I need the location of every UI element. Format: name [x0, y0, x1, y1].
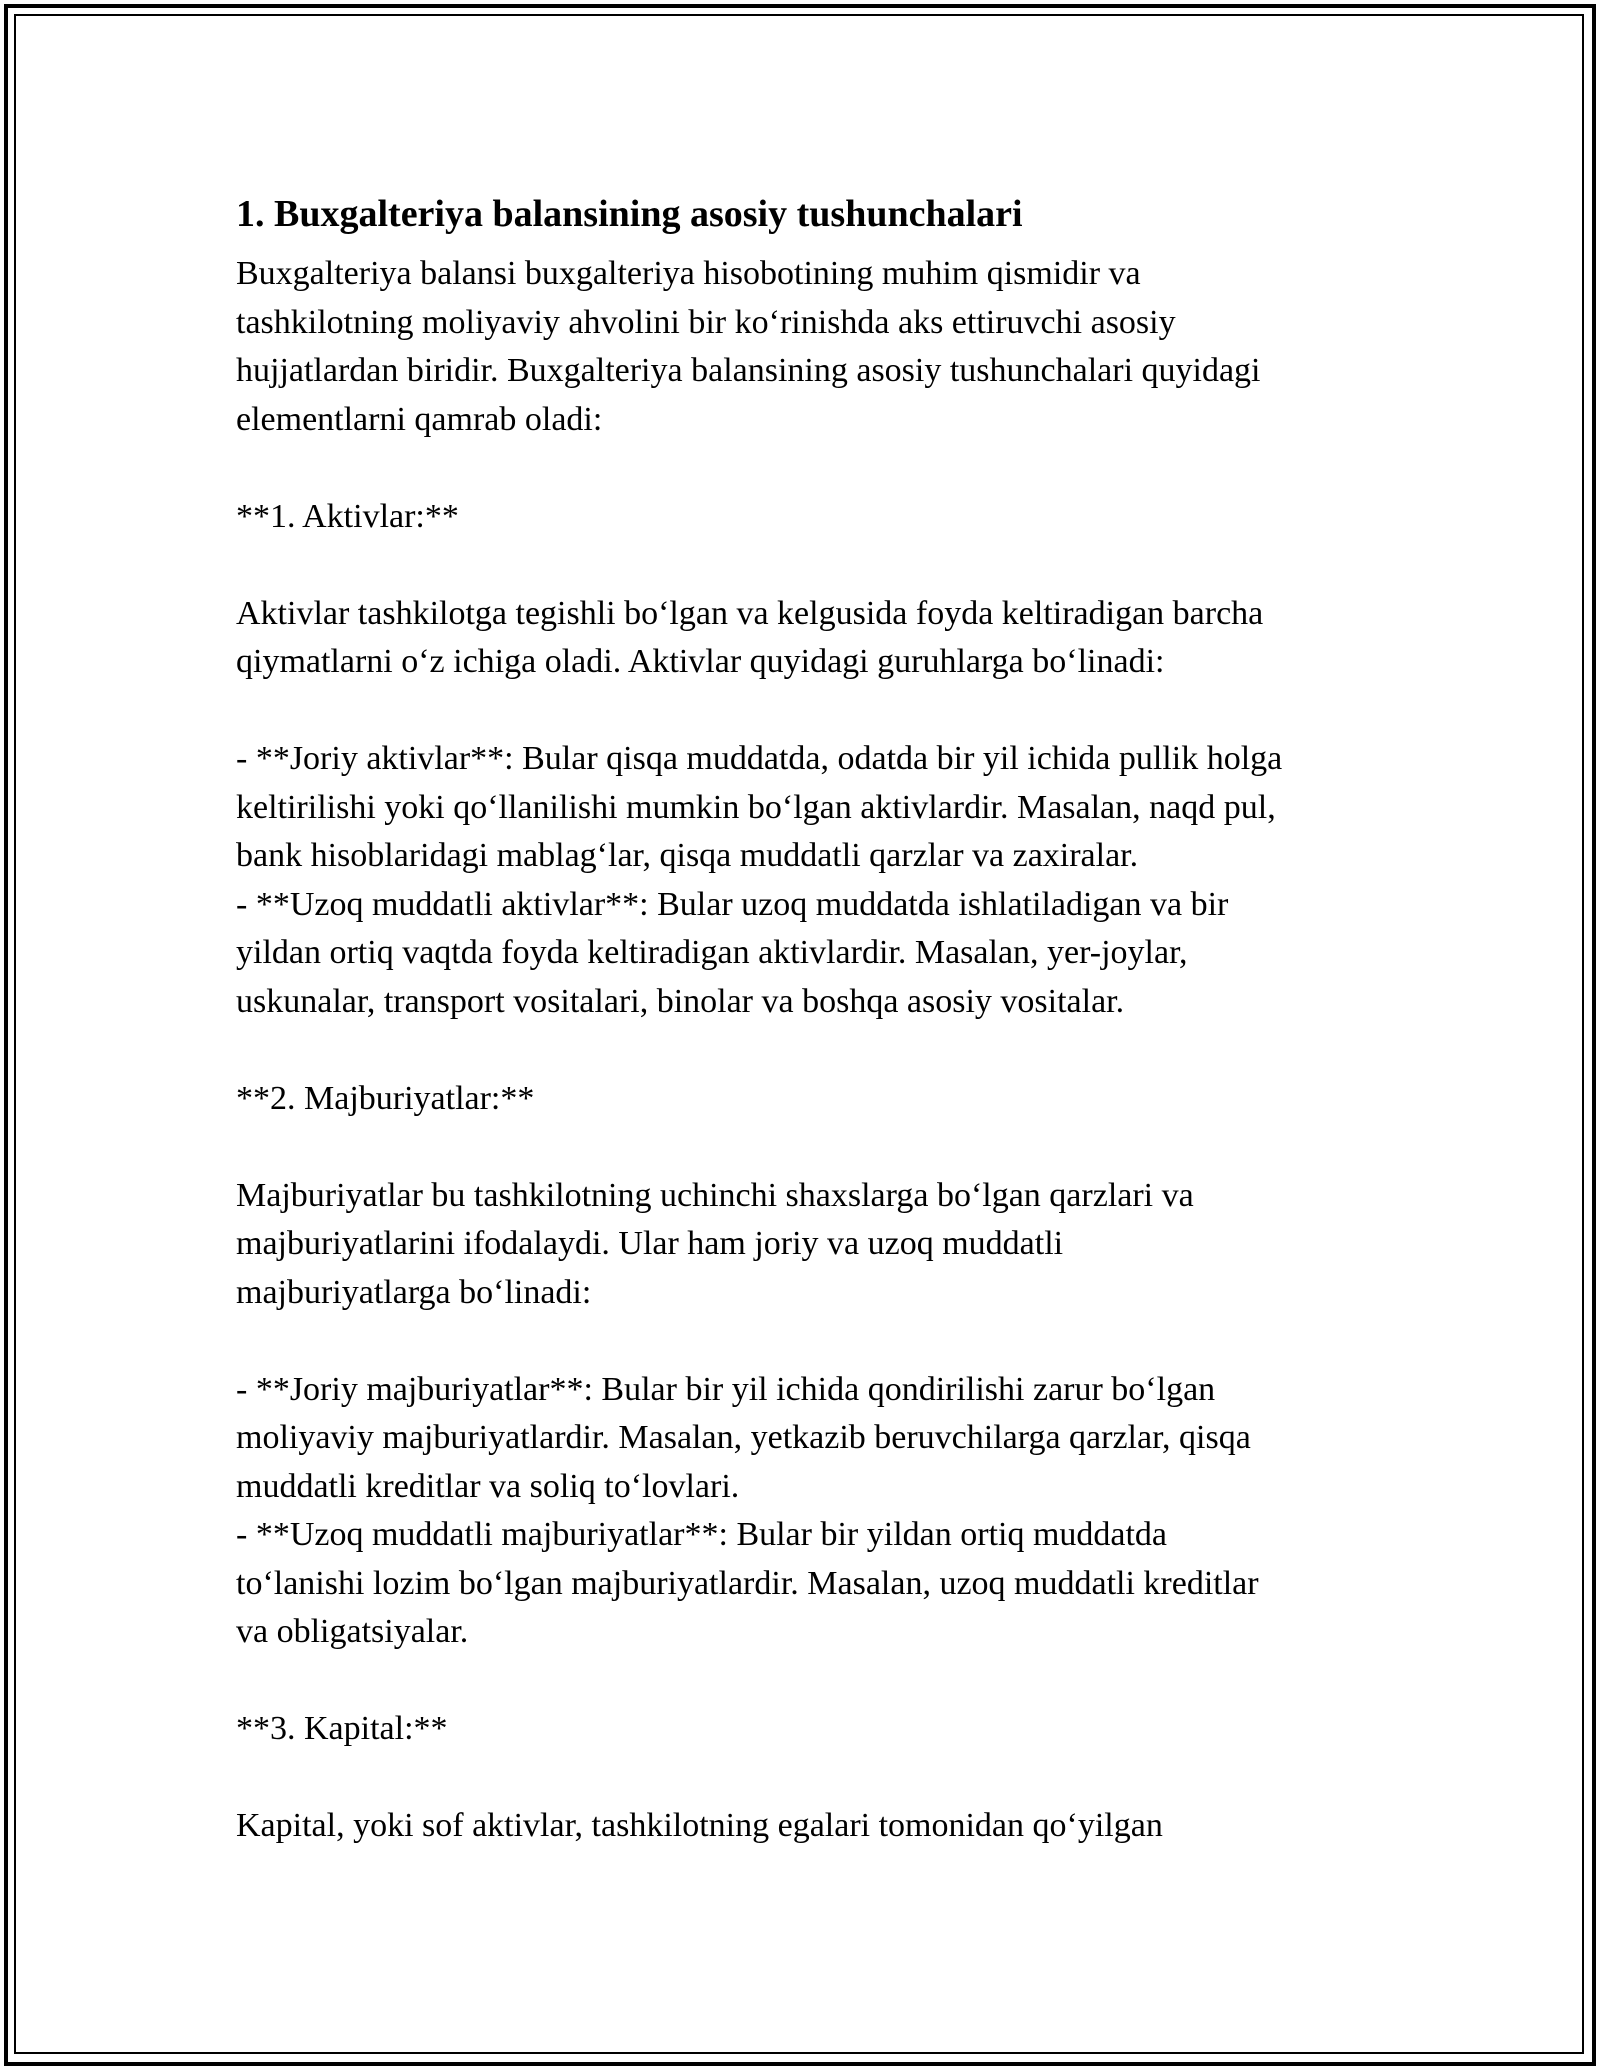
- document-heading: 1. Buxgalteriya balansining asosiy tushunchalari: [236, 193, 1023, 235]
- section-label-liabilities: **2. Majburiyatlar:**: [236, 1079, 535, 1117]
- assets-paragraph: Aktivlar tashkilotga tegishli boʻlgan va kelgusida foyda keltiradigan barcha qiymatlarni oʻz ichiga oladi. Aktivlar quyidagi guruhlarga boʻlinadi:: [236, 594, 1264, 680]
- liabilities-list: - **Joriy majburiyatlar**: Bular bir yil ichida qondirilishi zarur boʻlgan moliyaviy majburiyatlardir. Masalan, yetkazib beruvchilarga qarzlar, qisqa muddatli kreditlar va soliq toʻlovlari. - **Uzoq muddatli majburiyatlar**: Bular bir yildan ortiq muddatda toʻlanishi lozim boʻlgan majburiyatlardir. Masalan, uzoq muddatli kreditlar va obligatsiyalar.: [236, 1370, 1259, 1650]
- capital-paragraph: Kapital, yoki sof aktivlar, tashkilotning egalari tomonidan qoʻyilgan: [236, 1807, 1163, 1844]
- assets-list: - **Joriy aktivlar**: Bular qisqa muddatda, odatda bir yil ichida pullik holga keltirilishi yoki qoʻllanilishi mumkin boʻlgan aktivlardir. Masalan, naqd pul, bank hisoblaridagi mablagʻlar, qisqa muddatli qarzlar va zaxiralar. - **Uzoq muddatli aktivlar**: Bular uzoq muddatda ishlatiladigan va bir yildan ortiq vaqtda foyda keltiradigan aktivlardir. Masalan, yer-joylar, uskunalar, transport vositalari, binolar va boshqa asosiy vositalar.: [236, 740, 1283, 1020]
- spacer: [236, 1317, 1386, 1366]
- spacer: [236, 444, 1386, 493]
- document-body: [236, 184, 1386, 1851]
- liabilities-paragraph: Majburiyatlar bu tashkilotning uchinchi shaxslarga boʻlgan qarzlari va majburiyatlarini ifodalaydi. Ular ham joriy va uzoq muddatli majburiyatlarga boʻlinadi:: [236, 1176, 1194, 1311]
- spacer: [236, 687, 1386, 736]
- spacer: [236, 1026, 1386, 1075]
- spacer: [236, 1123, 1386, 1172]
- spacer: [236, 1657, 1386, 1706]
- spacer: [236, 1754, 1386, 1803]
- intro-paragraph: Buxgalteriya balansi buxgalteriya hisobotining muhim qismidir va tashkilotning moliyaviy ahvolini bir koʻrinishda aks ettiruvchi asosiy hujjatlardan biridir. Buxgalteriya balansining asosiy tushunchalari quyidagi elementlarni qamrab oladi:: [236, 255, 1261, 438]
- spacer: [236, 541, 1386, 590]
- section-label-assets: **1. Aktivlar:**: [236, 497, 459, 535]
- section-label-capital: **3. Kapital:**: [236, 1710, 448, 1747]
